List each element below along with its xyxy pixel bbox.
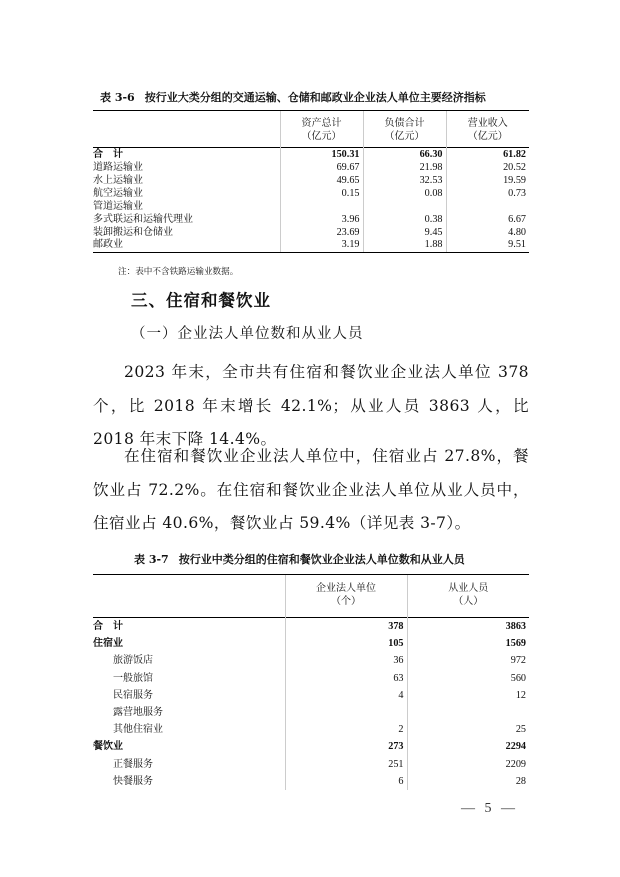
table-row (93, 670, 529, 687)
table-row (93, 721, 529, 738)
table-3-7-caption (134, 551, 465, 567)
units-cell: 251 (285, 756, 407, 773)
table-row (93, 738, 529, 755)
units-cell: 6 (285, 773, 407, 790)
units-cell: 2 (285, 721, 407, 738)
table-row (93, 201, 529, 214)
table-3-6-title: 按行业大类分组的交通运输、仓储和邮政业企业法人单位主要经济指标 (144, 91, 486, 104)
row-label: 一般旅馆 (113, 672, 153, 684)
employees-cell: 2209 (407, 756, 529, 773)
assets-cell: 69.67 (280, 162, 363, 175)
table-row (93, 227, 529, 240)
liabilities-cell: 9.45 (363, 227, 446, 240)
row-label: 多式联运和运输代理业 (93, 213, 193, 225)
assets-cell: 0.15 (280, 188, 363, 201)
table-row (93, 773, 529, 790)
table-row (93, 162, 529, 175)
liabilities-cell: 0.38 (363, 214, 446, 227)
row-label: 合 计 (93, 148, 280, 163)
paragraph-2: 在住宿和餐饮业企业法人单位中，住宿业占 27.8%，餐饮业占 72.2%。在住宿和餐饮业企业法人单位从业人员中，住宿业占 40.6%，餐饮业占 59.4%（详见表 3-7）。 (93, 447, 529, 532)
units-cell: 105 (285, 635, 407, 652)
revenue-cell: 19.59 (446, 175, 529, 188)
units-cell: 273 (285, 738, 407, 755)
row-label: 邮政业 (93, 239, 280, 252)
assets-cell (280, 201, 363, 214)
employees-cell: 12 (407, 687, 529, 704)
header-employees: 从业人员 (448, 583, 489, 595)
header-employees-unit: （人） (453, 596, 484, 607)
table-row (93, 618, 529, 636)
units-cell: 63 (285, 670, 407, 687)
employees-cell: 25 (407, 721, 529, 738)
assets-cell: 3.19 (280, 239, 363, 252)
row-label: 露营地服务 (113, 707, 163, 719)
row-label: 快餐服务 (113, 775, 153, 787)
revenue-cell: 6.67 (446, 214, 529, 227)
table-3-7-title: 按行业中类分组的住宿和餐饮业企业法人单位数和从业人员 (178, 553, 465, 566)
row-label: 正餐服务 (113, 758, 153, 770)
revenue-cell: 61.82 (446, 148, 529, 163)
section-title: 三、住宿和餐饮业 (131, 291, 271, 310)
employees-cell: 28 (407, 773, 529, 790)
page-number: — 5 — (461, 801, 518, 816)
header-liabilities: 负债合计 (384, 118, 425, 130)
header-units-unit: （个） (331, 596, 361, 607)
row-label: 道路运输业 (93, 162, 143, 173)
employees-cell (407, 704, 529, 721)
revenue-cell: 20.52 (446, 162, 529, 175)
row-label: 旅游饭店 (113, 655, 153, 667)
table-row (93, 635, 529, 652)
table-row (93, 175, 529, 188)
header-units: 企业法人单位 (316, 583, 376, 595)
table-row (93, 687, 529, 704)
liabilities-cell: 66.30 (363, 148, 446, 163)
liabilities-cell: 21.98 (363, 162, 446, 175)
header-assets-unit: （亿元） (301, 131, 342, 142)
liabilities-cell: 32.53 (363, 175, 446, 188)
table-row (93, 756, 529, 773)
units-cell (285, 704, 407, 721)
row-label: 合 计 (93, 618, 285, 636)
table-row (93, 239, 529, 252)
table-3-7-number: 表 3-7 (134, 553, 169, 566)
employees-cell: 3863 (407, 618, 529, 636)
employees-cell: 972 (407, 652, 529, 669)
row-label: 餐饮业 (93, 741, 123, 753)
employees-cell: 2294 (407, 738, 529, 755)
table-3-6-caption (100, 89, 486, 105)
employees-cell: 560 (407, 670, 529, 687)
revenue-cell: 0.73 (446, 188, 529, 201)
table-row (93, 188, 529, 201)
assets-cell: 49.65 (280, 175, 363, 188)
row-label: 民宿服务 (113, 689, 153, 701)
table-3-7-header-row (93, 575, 529, 618)
assets-cell: 150.31 (280, 148, 363, 163)
table-3-6 (93, 110, 529, 253)
assets-cell: 3.96 (280, 214, 363, 227)
revenue-cell: 9.51 (446, 239, 529, 252)
table-row (93, 214, 529, 227)
liabilities-cell: 0.08 (363, 188, 446, 201)
row-label: 住宿业 (93, 638, 123, 650)
subsection-title: （一）企业法人单位数和从业人员 (131, 326, 364, 342)
table-3-7 (93, 574, 529, 790)
employees-cell: 1569 (407, 635, 529, 652)
row-label: 管道运输业 (93, 200, 143, 212)
liabilities-cell: 1.88 (363, 239, 446, 252)
units-cell: 4 (285, 687, 407, 704)
paragraph-1: 2023 年末，全市共有住宿和餐饮业企业法人单位 378 个，比 2018 年末增长 42.1%；从业人员 3863 人，比 2018 年末下降 14.4%。 (93, 363, 529, 448)
header-liabilities-unit: （亿元） (384, 131, 425, 142)
table-3-6-note: 注：表中不含铁路运输业数据。 (118, 267, 239, 277)
table-row (93, 704, 529, 721)
liabilities-cell (363, 201, 446, 214)
revenue-cell: 4.80 (446, 227, 529, 240)
assets-cell: 23.69 (280, 227, 363, 240)
table-row (93, 148, 529, 163)
header-revenue: 营业收入 (467, 118, 508, 130)
table-3-6-header-row (93, 111, 529, 148)
row-label: 航空运输业 (93, 187, 143, 199)
table-row (93, 652, 529, 669)
table-3-6-number: 表 3-6 (100, 91, 135, 104)
revenue-cell (446, 201, 529, 214)
header-assets: 资产总计 (301, 118, 342, 130)
row-label: 其他住宿业 (113, 724, 163, 736)
header-revenue-unit: （亿元） (467, 131, 508, 142)
row-label: 装卸搬运和仓储业 (93, 226, 173, 238)
units-cell: 36 (285, 652, 407, 669)
row-label: 水上运输业 (93, 174, 143, 186)
units-cell: 378 (285, 618, 407, 636)
